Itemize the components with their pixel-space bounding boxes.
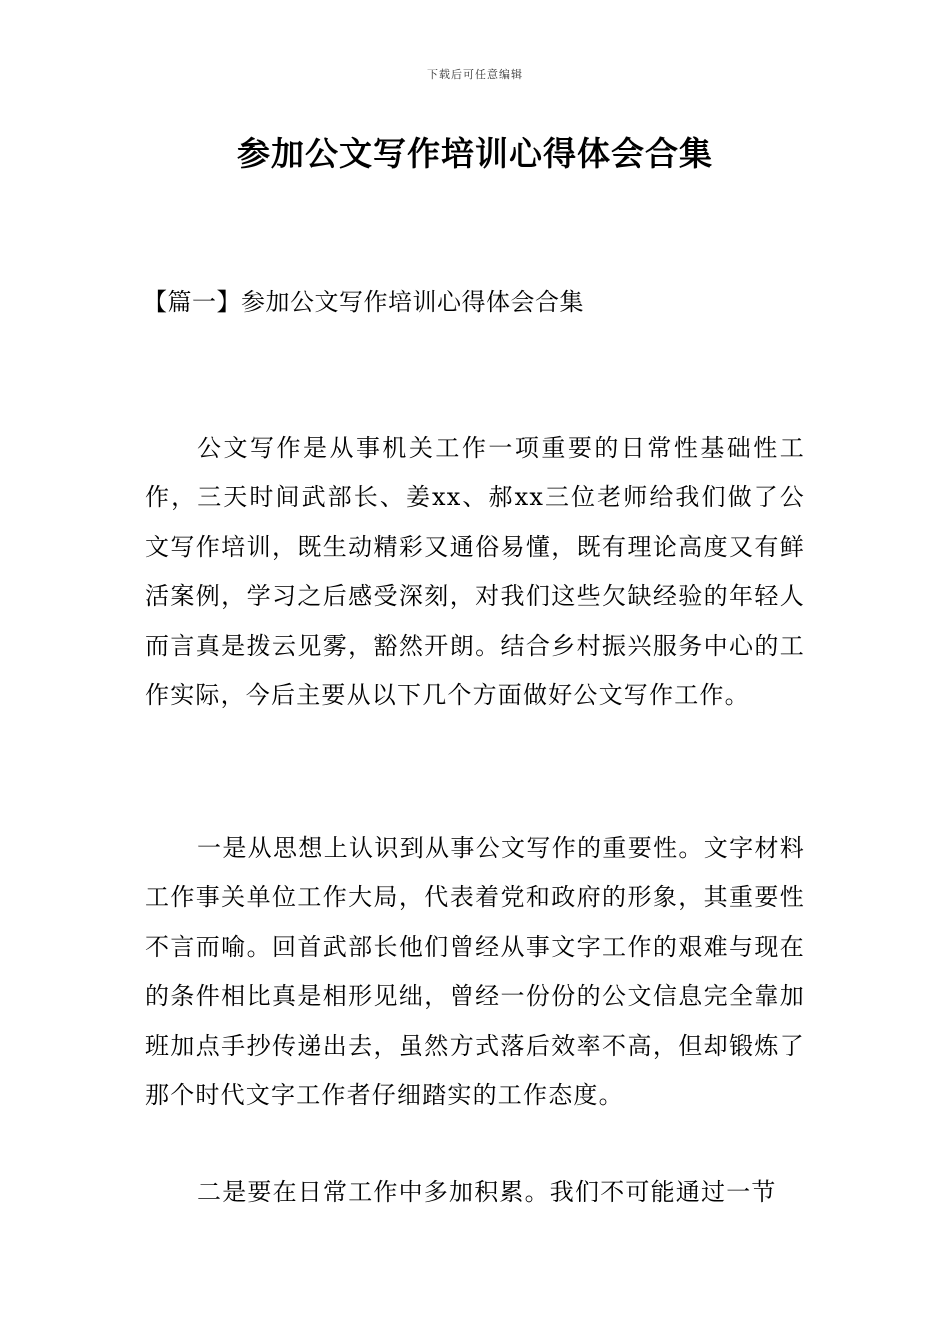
body-paragraph: 二是要在日常工作中多加积累。我们不可能通过一节	[197, 1178, 777, 1206]
section-heading: 【篇一】参加公文写作培训心得体会合集	[143, 288, 584, 316]
header-note: 下载后可任意编辑	[427, 68, 523, 81]
body-paragraph: 一是从思想上认识到从事公文写作的重要性。文字材料工作事关单位工作大局，代表着党和政府的形象，其重要性不言而喻。回首武部长他们曾经从事文字工作的艰难与现在的条件相比真是相形见绌，曾经一份份的公文信息完全靠加班加点手抄传递出去，虽然方式落后效率不高，但却锻炼了那个时代文字工作者仔细踏实的工作态度。	[145, 834, 805, 1110]
body-paragraph: 公文写作是从事机关工作一项重要的日常性基础性工作，三天时间武部长、姜xx、郝xx三位老师给我们做了公文写作培训，既生动精彩又通俗易懂，既有理论高度又有鲜活案例，学习之后感受深刻，对我们这些欠缺经验的年轻人而言真是拨云见雾，豁然开朗。结合乡村振兴服务中心的工作实际，今后主要从以下几个方面做好公文写作工作。	[145, 434, 805, 710]
document-title: 参加公文写作培训心得体会合集	[237, 134, 713, 173]
